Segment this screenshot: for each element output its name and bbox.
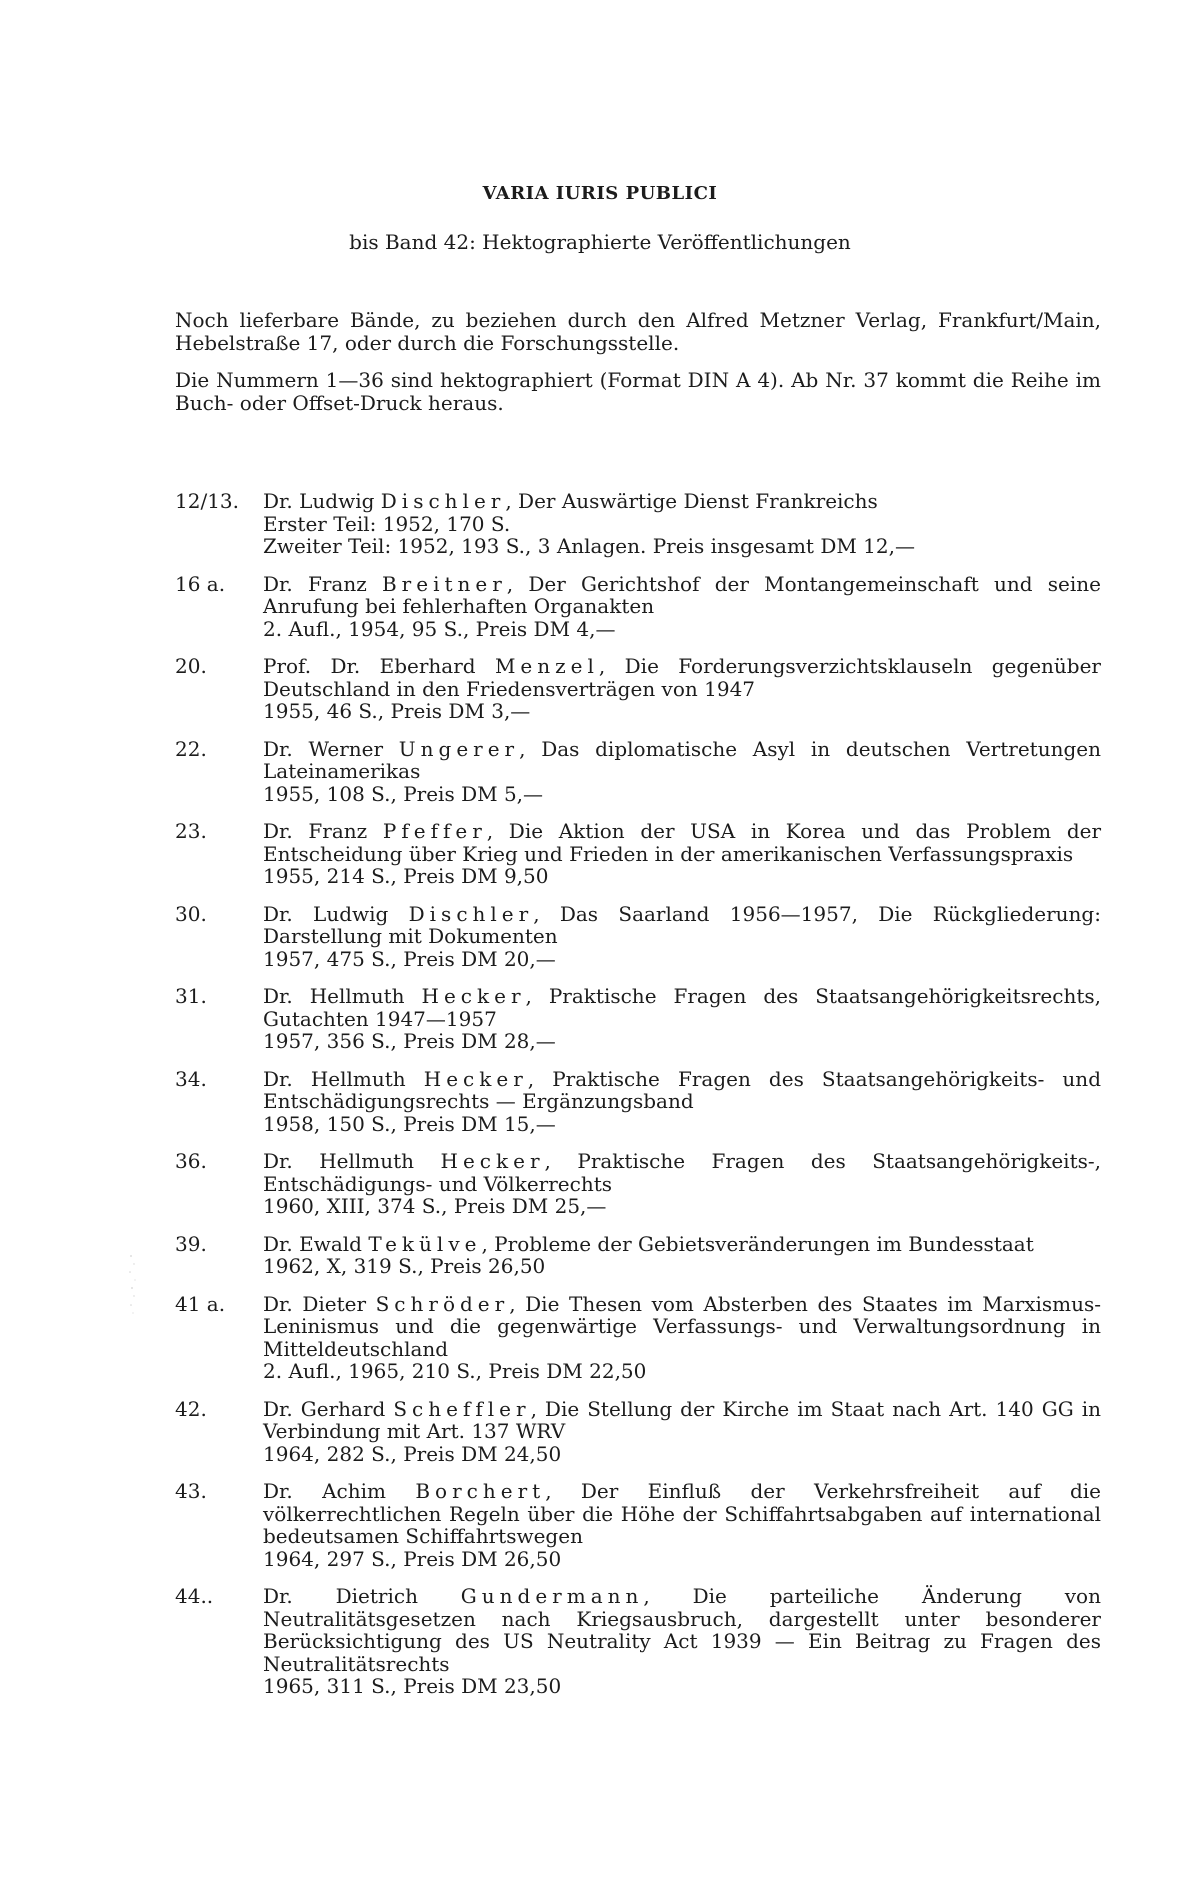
volume-details: 1955, 46 S., Preis DM 3,— [263,699,531,723]
volume-details: 1955, 214 S., Preis DM 9,50 [263,864,549,888]
volume-description [263,738,1101,806]
volume-details: Zweiter Teil: 1952, 193 S., 3 Anlagen. Preis insgesamt DM 12,— [263,534,915,558]
volume-number: 30. [175,901,207,926]
author-surname: Ungerer [398,736,520,761]
volume-title: , Der Einfluß der Verkehrsfreiheit auf die völkerrechtlichen Regeln über die Höhe der Schiffahrtsabgaben auf international bedeutsamen Schiffahrtswegen [263,1479,1102,1548]
volume-citation [263,1398,1101,1443]
volume-title: , Das diplomatische Asyl in deutschen Vertretungen Lateinamerikas [263,736,1101,783]
volume-citation [263,985,1101,1030]
author-prefix: Dr. Hellmuth [263,984,422,1008]
volume-description [263,1233,1101,1278]
volume-title: , Praktische Fragen des Staatsangehörigkeits- und Entschädigungsrechts — Ergänzungsband [263,1066,1101,1113]
author-surname: Pfeffer [382,819,487,843]
volume-description [263,1068,1101,1136]
author-surname: Breitner [381,571,507,596]
volume-number: 36. [175,1149,207,1173]
volume-entry [175,573,1101,641]
volume-details: 1957, 356 S., Preis DM 28,— [263,1029,556,1053]
volume-details: 1957, 475 S., Preis DM 20,— [263,946,556,971]
volume-description [263,820,1101,888]
volume-number: 23. [175,819,207,843]
author-prefix: Dr. Dieter [263,1291,376,1316]
author-prefix: Dr. Werner [263,736,399,761]
volume-title: , Praktische Fragen des Staatsangehörigkeits-, Entschädigungs- und Völkerrechts [263,1149,1101,1196]
volume-number: 12/13. [175,489,239,513]
volume-details: Erster Teil: 1952, 170 S. [263,511,511,536]
author-prefix: Dr. Franz [263,571,382,596]
volume-title: , Das Saarland 1956—1957, Die Rückgliederung: Darstellung mit Dokumenten [263,901,1101,948]
volume-title: , Die Stellung der Kirche im Staat nach Art. 140 GG in Verbindung mit Art. 137 WRV [263,1396,1101,1443]
volume-citation [263,903,1101,948]
volume-citation [263,573,1101,618]
volume-description [263,655,1101,723]
volume-entry [175,820,1101,888]
author-prefix: Prof. Dr. Eberhard [263,654,495,678]
volume-citation [263,1585,1101,1675]
volume-description [263,1480,1101,1570]
volume-citation [263,1480,1101,1548]
volume-details: 2. Aufl., 1954, 95 S., Preis DM 4,— [263,616,616,641]
volume-entry [175,903,1101,971]
volume-citation [263,1068,1101,1113]
volume-title: , Die parteiliche Änderung von Neutralitätsgesetzen nach Kriegsausbruch, dargestellt unter besonderer Berücksichtigung des US Neutrality Act 1939 — Ein Beitrag zu Fragen des Neutralitätsrechts [263,1584,1101,1676]
page-subtitle: bis Band 42: Hektographierte Veröffentlichungen [349,230,851,254]
volume-details: 1964, 297 S., Preis DM 26,50 [263,1546,562,1571]
volume-details: 1955, 108 S., Preis DM 5,— [263,781,544,806]
volume-title: , Probleme der Gebietsveränderungen im Bundesstaat [481,1231,1034,1256]
volume-entry [175,1068,1101,1136]
volume-description [263,903,1101,971]
volume-title: , Praktische Fragen des Staatsangehörigkeitsrechts, Gutachten 1947—1957 [263,984,1102,1031]
author-prefix: Dr. Hellmuth [263,1066,424,1091]
volume-title: , Der Auswärtige Dienst Frankreichs [505,489,878,513]
volume-number: 41 a. [175,1291,226,1316]
volume-details: 2. Aufl., 1965, 210 S., Preis DM 22,50 [263,1359,647,1383]
page-title: VARIA IURIS PUBLICI [482,183,718,204]
volume-entry [175,1480,1101,1570]
volume-entry [175,1150,1101,1218]
author-surname: Dischler [380,489,506,513]
author-surname: Tekülve [368,1231,482,1256]
volume-title: , Der Gerichtshof der Montangemeinschaft und seine Anrufung bei fehlerhaften Organakten [263,571,1101,618]
volume-details: 1960, XIII, 374 S., Preis DM 25,— [263,1194,607,1218]
author-surname: Dischler [408,901,534,926]
volume-list [175,490,1101,1713]
volume-entry [175,490,1101,558]
author-surname: Borchert [415,1479,546,1503]
volume-entry [175,655,1101,723]
volume-details: 1965, 311 S., Preis DM 23,50 [263,1674,562,1698]
author-prefix: Dr. Hellmuth [263,1149,441,1173]
author-surname: Hecker [440,1149,545,1173]
volume-title: , Die Thesen vom Absterben des Staates im Marxismus-Leninismus und die gegenwärtige Verfassungs- und Verwaltungsordnung in Mitteldeutschland [263,1291,1101,1361]
author-prefix: Dr. Ludwig [263,901,409,926]
intro-paragraph-availability: Noch lieferbare Bände, zu beziehen durch den Alfred Metzner Verlag, Frankfurt/Main, Hebelstraße 17, oder durch die Forschungsstelle. [175,308,1101,355]
author-prefix: Dr. Franz [263,819,383,843]
volume-entry [175,1398,1101,1466]
volume-citation [263,655,1101,700]
volume-number: 43. [175,1479,207,1503]
volume-number: 39. [175,1231,207,1256]
volume-description [263,573,1101,641]
scan-speckle [128,1250,138,1320]
volume-citation [263,820,1101,865]
volume-entry [175,738,1101,806]
volume-description [263,1293,1101,1383]
author-surname: Hecker [421,984,526,1008]
volume-number: 42. [175,1396,207,1421]
intro-paragraph-format: Die Nummern 1—36 sind hektographiert (Format DIN A 4). Ab Nr. 37 kommt die Reihe im Buch- oder Offset-Druck heraus. [175,368,1101,415]
author-surname: Gundermann [460,1584,644,1608]
volume-entry [175,1233,1101,1278]
volume-entry [175,1293,1101,1383]
volume-citation [263,490,1101,513]
volume-number: 16 a. [175,571,226,596]
volume-number: 44.. [175,1584,214,1608]
volume-citation [263,1150,1101,1195]
volume-title: , Die Forderungsverzichtsklauseln gegenüber Deutschland in den Friedensverträgen von 1947 [263,654,1101,701]
volume-details: 1962, X, 319 S., Preis 26,50 [263,1254,546,1278]
volume-entry [175,1585,1101,1698]
author-prefix: Dr. Ludwig [263,489,381,513]
author-surname: Hecker [423,1066,528,1091]
volume-number: 22. [175,736,207,761]
volume-description [263,1398,1101,1466]
author-surname: Scheffler [393,1396,531,1421]
volume-title: , Die Aktion der USA in Korea und das Problem der Entscheidung über Krieg und Frieden in der amerikanischen Verfassungspraxis [263,819,1102,866]
volume-citation [263,738,1101,783]
volume-number: 31. [175,984,207,1008]
volume-details: 1958, 150 S., Preis DM 15,— [263,1111,556,1136]
author-prefix: Dr. Ewald [263,1231,369,1256]
volume-number: 34. [175,1066,207,1091]
volume-entry [175,985,1101,1053]
author-prefix: Dr. Achim [263,1479,416,1503]
author-surname: Menzel [494,654,599,678]
author-prefix: Dr. Dietrich [263,1584,461,1608]
author-prefix: Dr. Gerhard [263,1396,394,1421]
volume-description [263,1150,1101,1218]
volume-description [263,985,1101,1053]
author-surname: Schröder [375,1291,510,1316]
volume-number: 20. [175,654,207,678]
volume-description [263,490,1101,558]
volume-citation [263,1233,1101,1256]
volume-citation [263,1293,1101,1361]
volume-details: 1964, 282 S., Preis DM 24,50 [263,1441,562,1466]
volume-description [263,1585,1101,1698]
